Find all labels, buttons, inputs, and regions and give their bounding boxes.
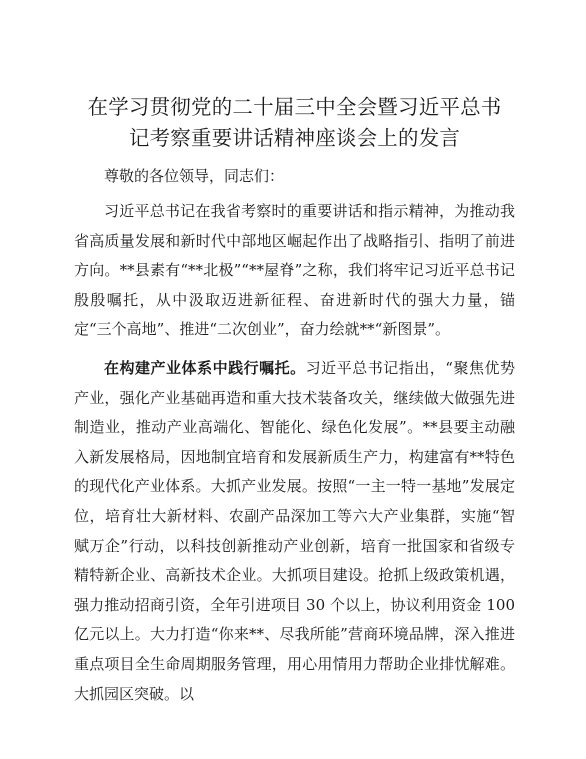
title-line-2: 记考察重要讲话精神座谈会上的发言 (128, 126, 461, 150)
title-line-1: 在学习贯彻党的二十届三中全会暨习近平总书 (87, 95, 502, 119)
paragraph-1 (74, 197, 515, 345)
paragraph-1-text: 习近平总书记在我省考察时的重要讲话和指示精神，为推动我省高质量发展和新时代中部地区崛起作出了战略指引、指明了前进方向。**县素有“**北极”“**屋脊”之称，我们将牢记习近平总书记殷殷嘱托，从中汲取迈进新征程、奋进新时代的强大力量，锚定“三个高地”、推进“二次创业”，奋力绘就**“新图景”。 (74, 202, 515, 339)
salutation: 尊敬的各位领导，同志们： (104, 167, 285, 185)
paragraph-2-lead: 在构建产业体系中践行嘱托。 (104, 358, 306, 377)
paragraph-2-text: 习近平总书记指出，“聚焦优势产业，强化产业基础再造和重大技术装备攻关，继续做大做强先进制造业，推动产业高端化、智能化、绿色化发展”。**县要主动融入新发展格局，因地制宜培育和发展新质生产力，构建富有**特色的现代化产业体系。大抓产业发展。按照“一主一特一基地”发展定位，培育壮大新材料、农副产品深加工等六大产业集群，实施“智赋万企”行动，以科技创新推动产业创新，培育一批国家和省级专精特新企业、高新技术企业。大抓项目建设。抢抓上级政策机遇，强力推动招商引资，全年引进项目 30 个以上，协议利用资金 100 亿元以上。大力打造“你来**、尽我所能”营商环境品牌，深入推进重点项目全生命周期服务管理，用心用情用力帮助企业排忧解难。大抓园区突破。以 (74, 358, 515, 703)
paragraph-2 (74, 354, 515, 709)
document-title (74, 92, 515, 154)
